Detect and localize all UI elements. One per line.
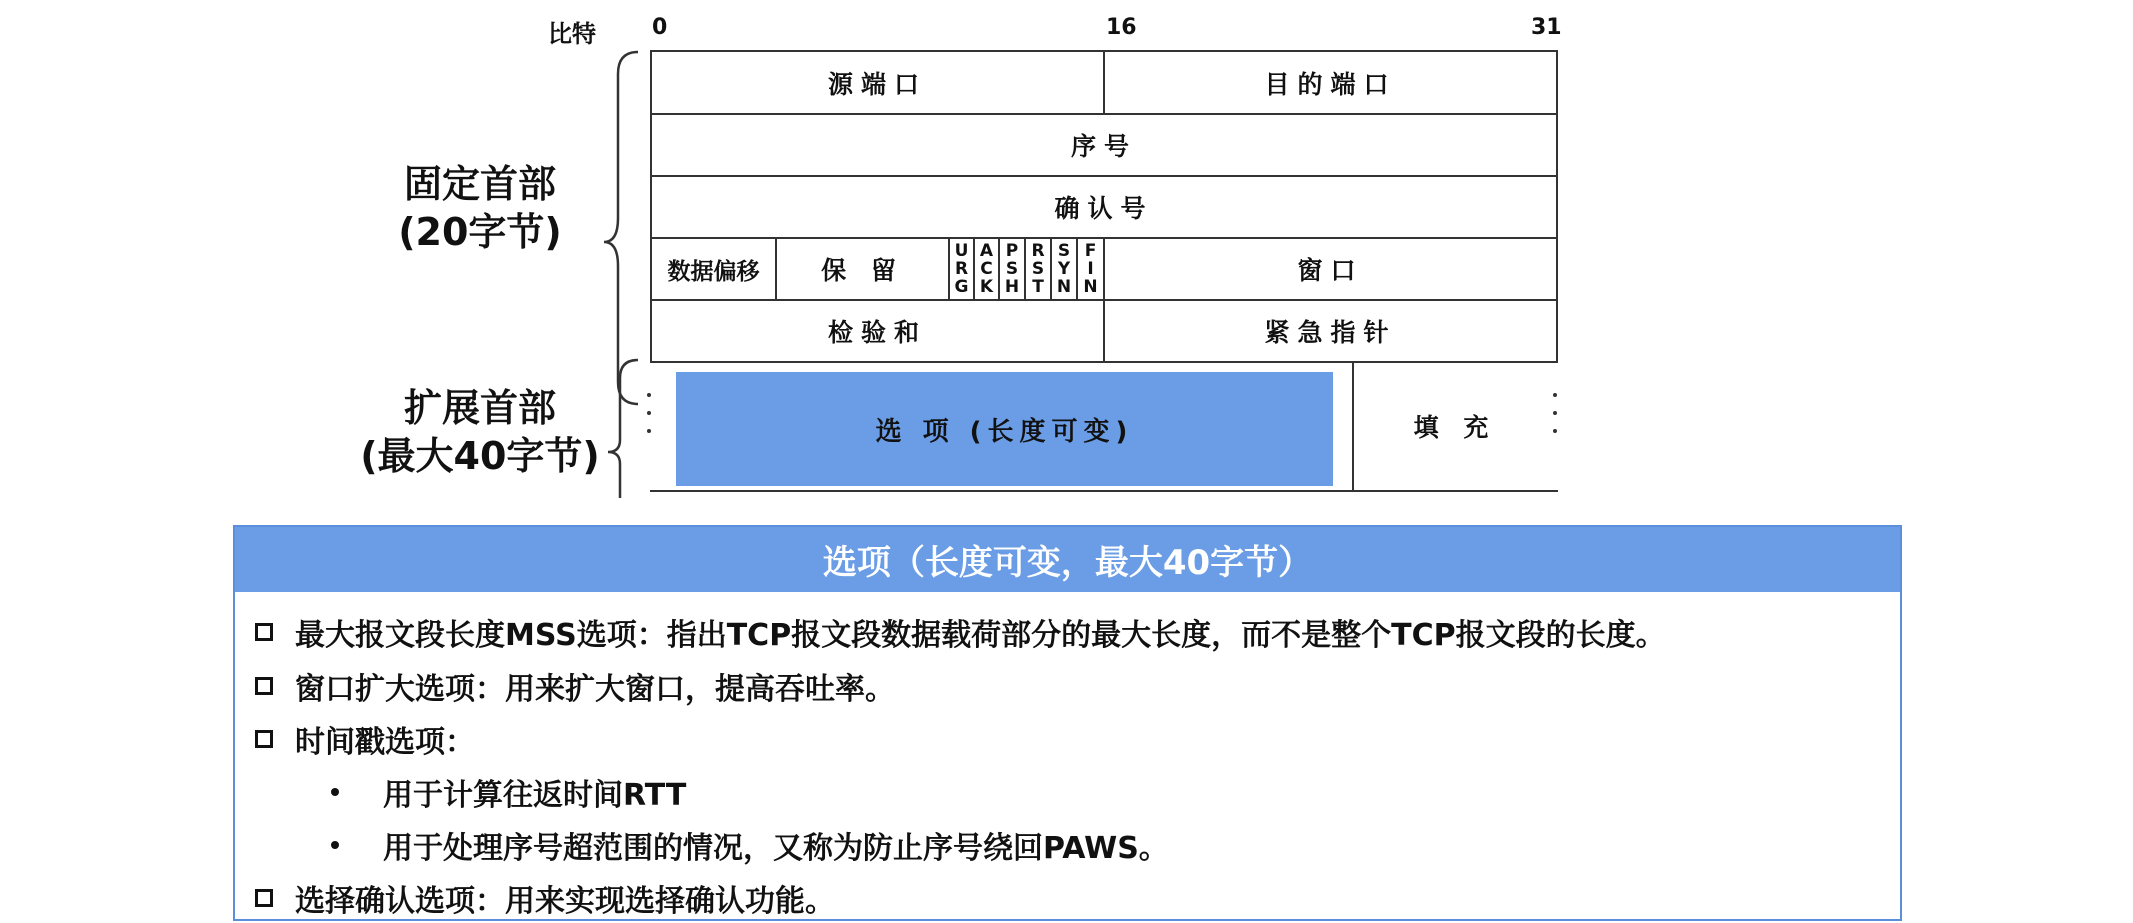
flag-letter: F [1084, 241, 1097, 261]
sub-item-paws [331, 823, 1169, 867]
flag-letter: N [1056, 277, 1072, 297]
ext-header-label [360, 384, 600, 480]
flag-letter: S [1031, 259, 1045, 279]
ext-header-brace [608, 360, 638, 498]
fixed-header-label [380, 160, 580, 256]
flag-letter: A [979, 241, 994, 261]
fixed-header-title: 固定首部 [403, 162, 556, 206]
flag-urg [950, 240, 973, 298]
list-item-text: 时间戳选项： [295, 725, 475, 760]
flag-letter: R [954, 259, 969, 279]
cell-data-offset: 数据偏移 [667, 258, 760, 285]
bullet-icon [331, 788, 339, 796]
cell-padding: 填 充 [1413, 413, 1497, 442]
left-dots [647, 393, 653, 447]
checkbox-square-icon [255, 889, 273, 907]
flag-letter: R [1031, 241, 1045, 261]
sub-item-rtt [331, 770, 686, 814]
bullet-icon [331, 841, 339, 849]
flag-fin [1078, 240, 1103, 298]
cell-checksum: 检验和 [827, 318, 927, 347]
bit-mark-16: 16 [1106, 15, 1137, 40]
fixed-header-brace [604, 52, 638, 404]
flag-rst [1026, 240, 1050, 298]
sub-item-text: 用于计算往返时间RTT [383, 778, 687, 813]
flag-letter: U [954, 241, 969, 261]
options-panel [233, 525, 1902, 921]
ext-header-size: (最大40字节) [360, 434, 600, 478]
flag-letter: K [979, 277, 994, 297]
flag-letter: N [1083, 277, 1098, 297]
flag-letter: S [1057, 241, 1071, 261]
checkbox-square-icon [255, 677, 273, 695]
right-dots [1553, 393, 1559, 447]
flag-letter: T [1032, 277, 1044, 297]
flag-syn [1052, 240, 1076, 298]
right-border [1556, 50, 1558, 362]
flag-letter: H [1004, 277, 1020, 297]
bit-mark-31: 31 [1531, 15, 1562, 40]
panel-title: 选项（长度可变，最大40字节） [235, 527, 1900, 592]
flag-letter: P [1005, 241, 1019, 261]
flag-letter: Y [1057, 259, 1071, 279]
cell-seq: 序号 [1070, 132, 1137, 161]
list-item-text: 选择确认选项：用来实现选择确认功能。 [295, 884, 835, 919]
cell-window: 窗口 [1297, 256, 1364, 285]
checkbox-square-icon [255, 623, 273, 641]
flag-ack [975, 240, 998, 298]
cell-urgent-pointer: 紧急指针 [1264, 318, 1397, 347]
braces [600, 48, 650, 498]
flag-letter: C [980, 259, 993, 279]
bits-label: 比特 [548, 20, 596, 48]
list-item-text: 窗口扩大选项：用来扩大窗口，提高吞吐率。 [295, 672, 895, 707]
cell-ack: 确认号 [1054, 194, 1154, 223]
checkbox-square-icon [255, 730, 273, 748]
flag-letter: G [954, 277, 969, 297]
flag-letter: I [1087, 259, 1094, 279]
cell-options: 选 项 (长度可变) [676, 372, 1333, 486]
sub-item-text: 用于处理序号超范围的情况，又称为防止序号绕回PAWS。 [383, 831, 1169, 866]
list-item-timestamp [255, 717, 475, 761]
ext-header-title: 扩展首部 [403, 386, 556, 430]
cell-reserved: 保 留 [821, 256, 904, 285]
cell-dest-port: 目的端口 [1264, 69, 1397, 99]
fixed-header-size: (20字节) [398, 210, 562, 254]
flag-letter: S [1005, 259, 1019, 279]
bit-mark-0: 0 [652, 15, 668, 40]
list-item-text: 最大报文段长度MSS选项：指出TCP报文段数据载荷部分的最大长度，而不是整个TCP报文段的长度。 [295, 618, 1666, 653]
row-line-6 [650, 490, 1558, 492]
cell-source-port: 源端口 [827, 69, 927, 99]
flag-psh [1000, 240, 1024, 298]
list-item-window-scale [255, 664, 895, 708]
list-item-sack [255, 876, 835, 920]
list-item-mss [255, 610, 1666, 654]
